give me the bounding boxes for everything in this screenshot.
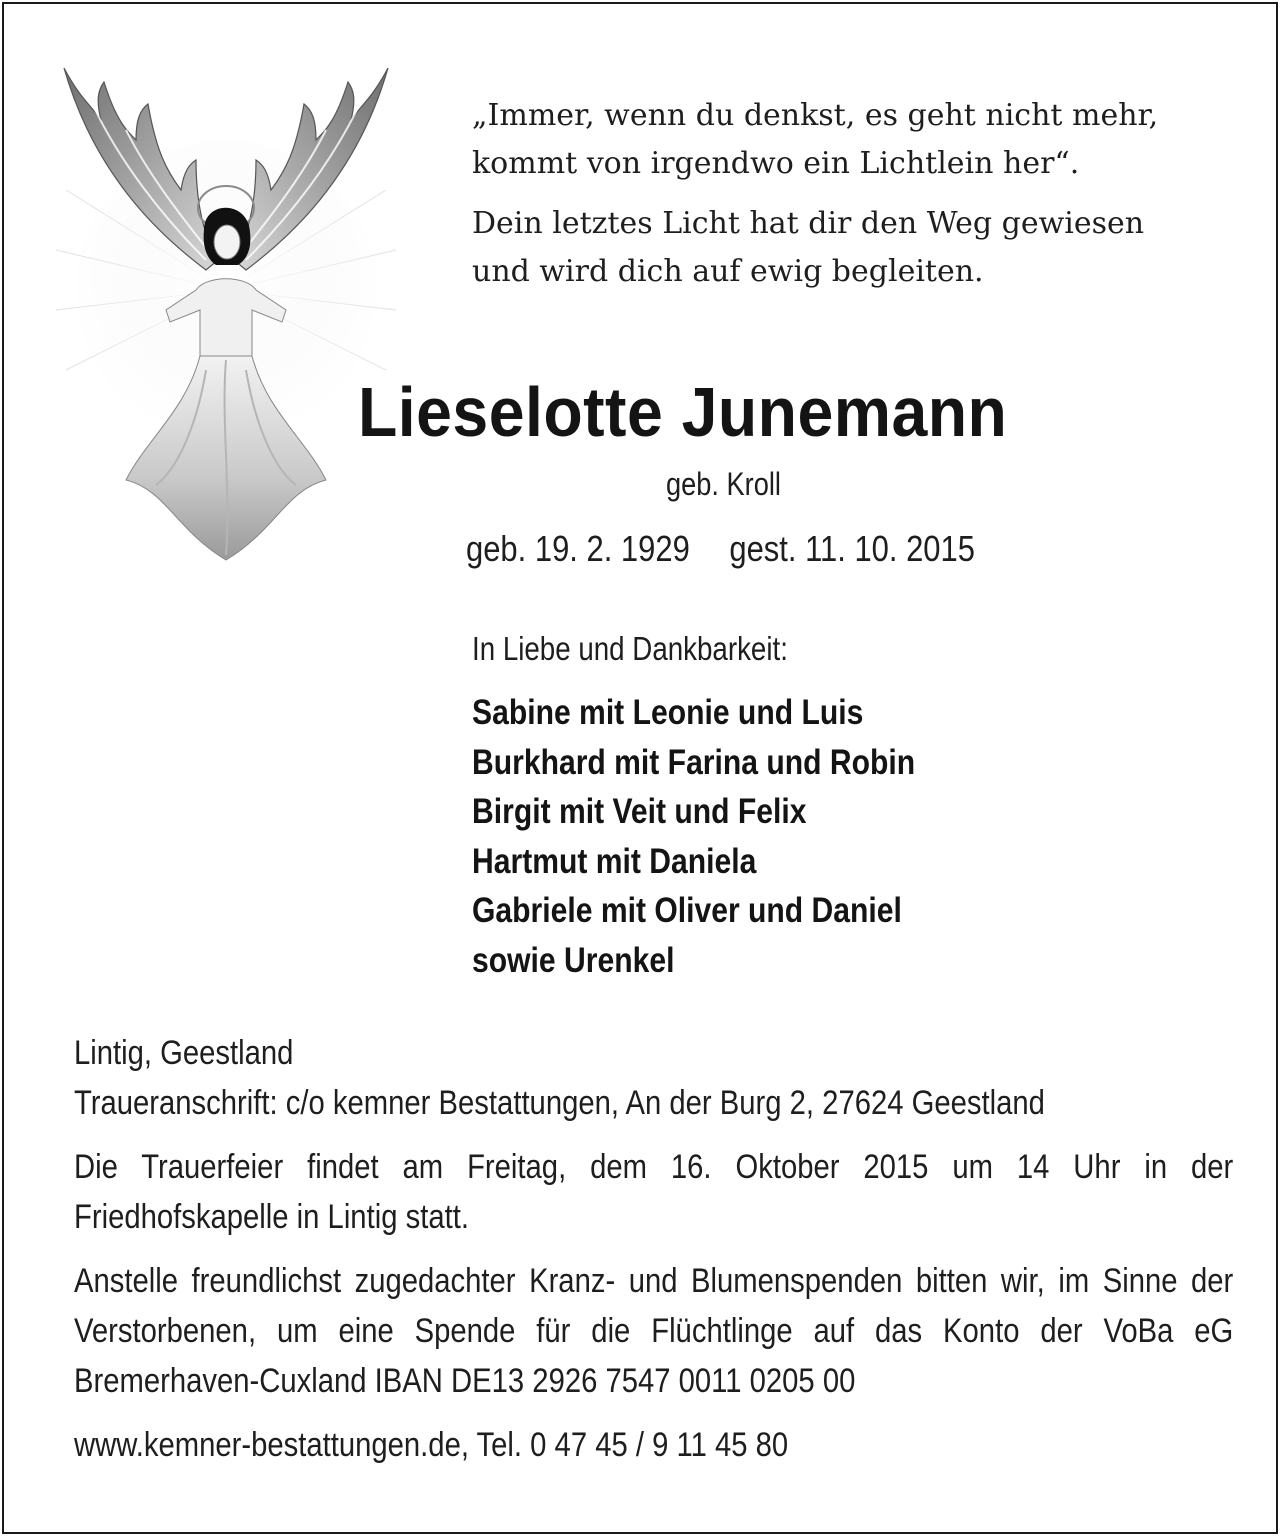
quote-line-1: „Immer, wenn du denkst, es geht nicht mehr, [472, 98, 1159, 133]
angel-illustration [56, 60, 396, 580]
life-dates [466, 528, 975, 570]
contact-info: www.kemner-bestattungen.de, Tel. 0 47 45 / 9 11 45 80 [74, 1426, 789, 1464]
list-item: Hartmut mit Daniela [472, 841, 757, 881]
quote-line-3: Dein letztes Licht hat dir den Weg gewiesen [472, 206, 1145, 241]
ceremony-notice: Die Trauerfeier findet am Freitag, dem 16. Oktober 2015 um 14 Uhr in der Friedhofskapelle in Lintig statt. [74, 1148, 1234, 1236]
birth-date: geb. 19. 2. 1929 [466, 528, 690, 569]
obituary-frame [2, 2, 1278, 1534]
mourning-address: Traueranschrift: c/o kemner Bestattungen, An der Burg 2, 27624 Geestland [74, 1084, 1045, 1122]
death-date: gest. 11. 10. 2015 [729, 528, 975, 569]
quote-line-4: und wird dich auf ewig begleiten. [472, 254, 984, 289]
quote-line-2: kommt von irgendwo ein Lichtlein her“. [472, 146, 1080, 181]
residence: Lintig, Geestland [74, 1034, 294, 1072]
mourners-list [472, 688, 915, 985]
birth-name: geb. Kroll [666, 466, 781, 502]
donation-notice: Anstelle freundlichst zugedachter Kranz- und Blumenspenden bitten wir, im Sinne der Verstorbenen, um eine Spende für die Flüchtlinge auf das Konto der VoBa eG Bremerhaven-Cuxland IBAN DE13 2926 7547 0011 0205 00 [74, 1262, 1234, 1400]
deceased-name: Lieselotte Junemann [358, 373, 1008, 451]
memorial-quote [472, 92, 1252, 296]
mourners-intro: In Liebe und Dankbarkeit: [472, 630, 788, 667]
funeral-info [74, 1028, 1234, 1470]
list-item: sowie Urenkel [472, 940, 675, 980]
list-item: Gabriele mit Oliver und Daniel [472, 891, 902, 930]
list-item: Burkhard mit Farina und Robin [472, 742, 916, 782]
list-item: Birgit mit Veit und Felix [472, 792, 807, 831]
list-item: Sabine mit Leonie und Luis [472, 693, 864, 732]
